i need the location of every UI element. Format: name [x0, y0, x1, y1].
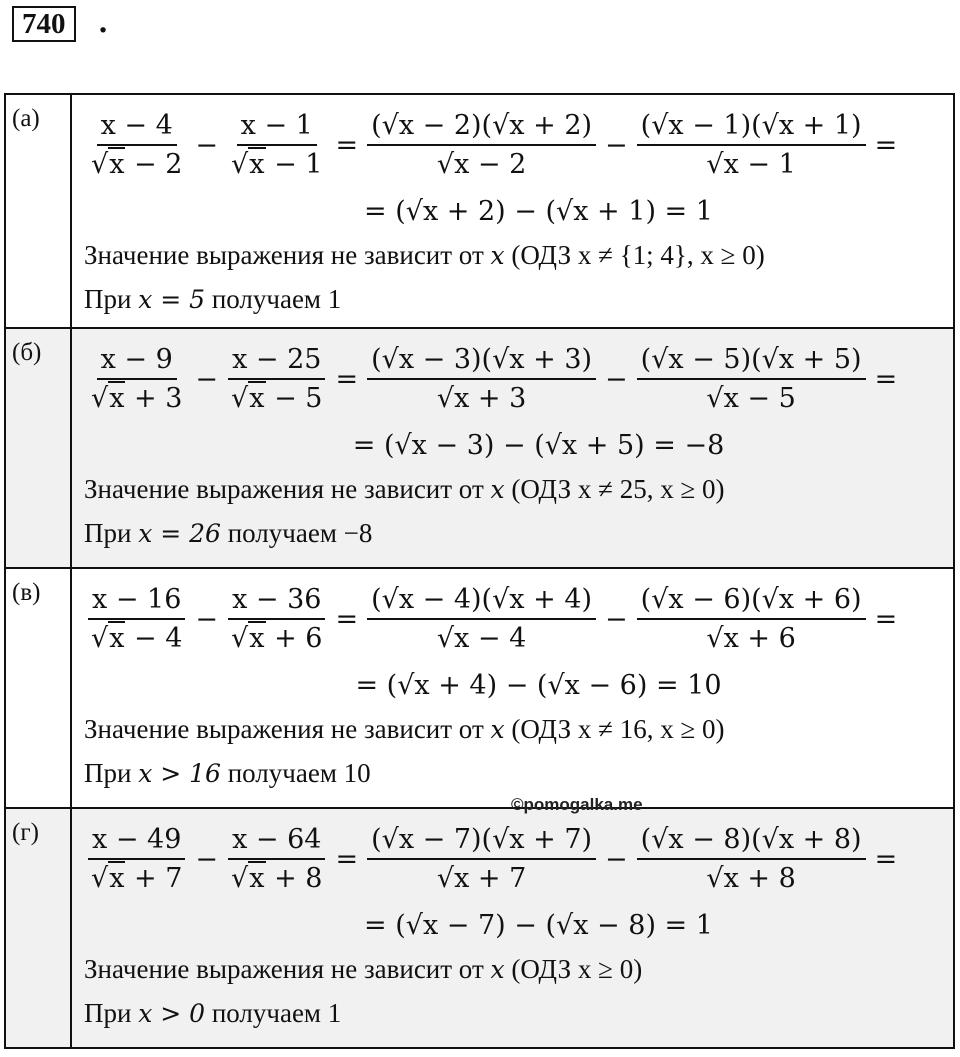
part-row [5, 568, 954, 808]
fraction-denominator [87, 146, 186, 180]
equation-line-1 [84, 329, 953, 425]
sqrt-sign: √ [231, 149, 249, 180]
answer-line [84, 991, 953, 1035]
fraction-numerator: x − 9 [97, 344, 177, 380]
equals-sign: = [335, 363, 359, 395]
radicand: x [109, 383, 125, 414]
answer-result: получаем −8 [220, 518, 373, 548]
fraction-numerator: (√x − 6)(√x + 6) [637, 584, 866, 620]
part-content [71, 94, 954, 328]
part-label [5, 808, 71, 1048]
equation-line-1 [84, 569, 953, 665]
part-content [71, 568, 954, 808]
answer-text: При [84, 998, 139, 1028]
part-row [5, 328, 954, 568]
fraction-denominator [227, 380, 326, 414]
radicand: x [109, 149, 125, 180]
fraction-2 [227, 824, 326, 894]
equation-line-2: = (√x − 7) − (√x − 8) = 1 [364, 910, 713, 941]
fraction-denominator: √x − 4 [436, 623, 527, 654]
answer-condition: x = 5 [138, 285, 206, 314]
part-label [5, 94, 71, 328]
fraction-3 [367, 110, 596, 180]
fraction-numerator: x − 64 [228, 824, 325, 860]
radicand: x [109, 863, 125, 894]
part-label [5, 328, 71, 568]
equals-sign: = [874, 363, 898, 395]
fraction-numerator: x − 4 [97, 110, 177, 146]
part-label-text: (г) [12, 819, 39, 846]
fraction-3 [367, 584, 596, 654]
statement-line [84, 233, 953, 277]
statement-variable: x [490, 241, 505, 270]
fraction-4 [637, 824, 866, 894]
fraction-denominator [87, 860, 186, 894]
equals-sign: = [335, 129, 359, 161]
equation-line-2: = (√x + 4) − (√x − 6) = 10 [355, 670, 722, 701]
minus-sign: − [605, 603, 628, 635]
statement-text: Значение выражения не зависит от [84, 954, 491, 984]
problem-number: 740 [12, 6, 76, 42]
statement-variable: x [490, 715, 505, 744]
statement-variable: x [490, 475, 505, 504]
fraction-1 [87, 824, 186, 894]
fraction-numerator: x − 49 [88, 824, 185, 860]
answer-condition: x > 0 [138, 999, 206, 1028]
fraction-denominator: √x − 1 [706, 149, 796, 180]
answer-result: получаем 10 [220, 758, 371, 788]
denominator-rest: + 8 [265, 863, 323, 894]
equals-sign: = [335, 603, 359, 635]
answer-condition: x > 16 [138, 759, 221, 788]
fraction-denominator [87, 620, 186, 654]
radicand: x [249, 149, 265, 180]
answer-text: При [84, 518, 139, 548]
domain-note: (ОДЗ x ≠ {1; 4}, x ≥ 0) [504, 240, 765, 270]
denominator-rest: + 3 [125, 383, 183, 414]
sqrt-sign: √ [91, 623, 109, 654]
fraction-4 [637, 344, 866, 414]
part-row [5, 808, 954, 1048]
statement-line [84, 467, 953, 511]
sqrt-sign: √ [91, 383, 109, 414]
part-content [71, 808, 954, 1048]
sqrt-sign: √ [231, 383, 249, 414]
part-label [5, 568, 71, 808]
fraction-3 [367, 344, 596, 414]
domain-note: (ОДЗ x ≥ 0) [504, 954, 643, 984]
equation-line-2: = (√x + 2) − (√x + 1) = 1 [364, 196, 713, 227]
fraction-denominator [227, 146, 326, 180]
fraction-numerator: (√x − 1)(√x + 1) [637, 110, 866, 146]
statement-text: Значение выражения не зависит от [84, 240, 491, 270]
fraction-numerator: x − 1 [237, 110, 317, 146]
fraction-numerator: x − 25 [228, 344, 325, 380]
domain-note: (ОДЗ x ≠ 25, x ≥ 0) [504, 474, 725, 504]
equation-line-2: = (√x − 3) − (√x + 5) = −8 [352, 430, 725, 461]
fraction-numerator: x − 16 [88, 584, 185, 620]
fraction-denominator [87, 380, 186, 414]
statement-text: Значение выражения не зависит от [84, 714, 491, 744]
denominator-rest: − 5 [265, 383, 323, 414]
statement-line [84, 707, 953, 751]
solution-table [4, 93, 955, 1049]
denominator-rest: + 6 [265, 623, 323, 654]
part-content [71, 328, 954, 568]
fraction-denominator: √x + 8 [706, 863, 796, 894]
radicand: x [249, 863, 265, 894]
fraction-numerator: (√x − 4)(√x + 4) [367, 584, 596, 620]
part-label-text: (в) [12, 579, 41, 606]
minus-sign: − [605, 363, 628, 395]
radicand: x [249, 383, 265, 414]
denominator-rest: − 1 [265, 149, 323, 180]
answer-text: При [84, 284, 139, 314]
problem-number-dot: . [98, 5, 109, 39]
fraction-denominator [227, 860, 326, 894]
answer-text: При [84, 758, 139, 788]
sqrt-sign: √ [91, 863, 109, 894]
fraction-1 [87, 110, 186, 180]
part-row [5, 94, 954, 328]
fraction-numerator: (√x − 7)(√x + 7) [367, 824, 596, 860]
minus-sign: − [195, 363, 219, 395]
statement-variable: x [490, 955, 505, 984]
minus-sign: − [605, 843, 628, 875]
part-label-text: (б) [12, 339, 42, 366]
fraction-numerator: (√x − 5)(√x + 5) [637, 344, 866, 380]
equals-sign: = [335, 843, 359, 875]
denominator-rest: − 2 [125, 149, 183, 180]
part-label-text: (а) [12, 105, 40, 132]
fraction-denominator: √x + 3 [436, 383, 527, 414]
equation-line-1 [84, 809, 953, 905]
answer-condition: x = 26 [138, 519, 221, 548]
equals-sign: = [874, 129, 898, 161]
radicand: x [109, 623, 125, 654]
minus-sign: − [195, 603, 219, 635]
fraction-denominator [227, 620, 326, 654]
minus-sign: − [605, 129, 628, 161]
fraction-denominator: √x + 7 [436, 863, 527, 894]
equation-line-1 [84, 95, 953, 191]
fraction-numerator: (√x − 8)(√x + 8) [637, 824, 866, 860]
watermark: ©pomogalka.me [511, 795, 643, 814]
equals-sign: = [874, 843, 898, 875]
minus-sign: − [195, 843, 219, 875]
denominator-rest: − 4 [125, 623, 183, 654]
statement-text: Значение выражения не зависит от [84, 474, 491, 504]
fraction-2 [227, 344, 326, 414]
sqrt-sign: √ [91, 149, 109, 180]
minus-sign: − [195, 129, 219, 161]
sqrt-sign: √ [231, 863, 249, 894]
fraction-4 [637, 584, 866, 654]
answer-result: получаем 1 [205, 284, 342, 314]
fraction-1 [87, 584, 186, 654]
radicand: x [249, 623, 265, 654]
fraction-4 [637, 110, 866, 180]
fraction-3 [367, 824, 596, 894]
fraction-2 [227, 584, 326, 654]
sqrt-sign: √ [231, 623, 249, 654]
fraction-numerator: (√x − 2)(√x + 2) [367, 110, 596, 146]
answer-line [84, 277, 953, 321]
fraction-denominator: √x − 5 [706, 383, 796, 414]
answer-result: получаем 1 [205, 998, 342, 1028]
answer-line [84, 751, 953, 795]
fraction-numerator: x − 36 [228, 584, 325, 620]
domain-note: (ОДЗ x ≠ 16, x ≥ 0) [504, 714, 725, 744]
fraction-denominator: √x + 6 [706, 623, 796, 654]
fraction-numerator: (√x − 3)(√x + 3) [367, 344, 596, 380]
fraction-2 [227, 110, 326, 180]
fraction-denominator: √x − 2 [436, 149, 527, 180]
equals-sign: = [874, 603, 898, 635]
denominator-rest: + 7 [125, 863, 183, 894]
answer-line [84, 511, 953, 555]
statement-line [84, 947, 953, 991]
fraction-1 [87, 344, 186, 414]
